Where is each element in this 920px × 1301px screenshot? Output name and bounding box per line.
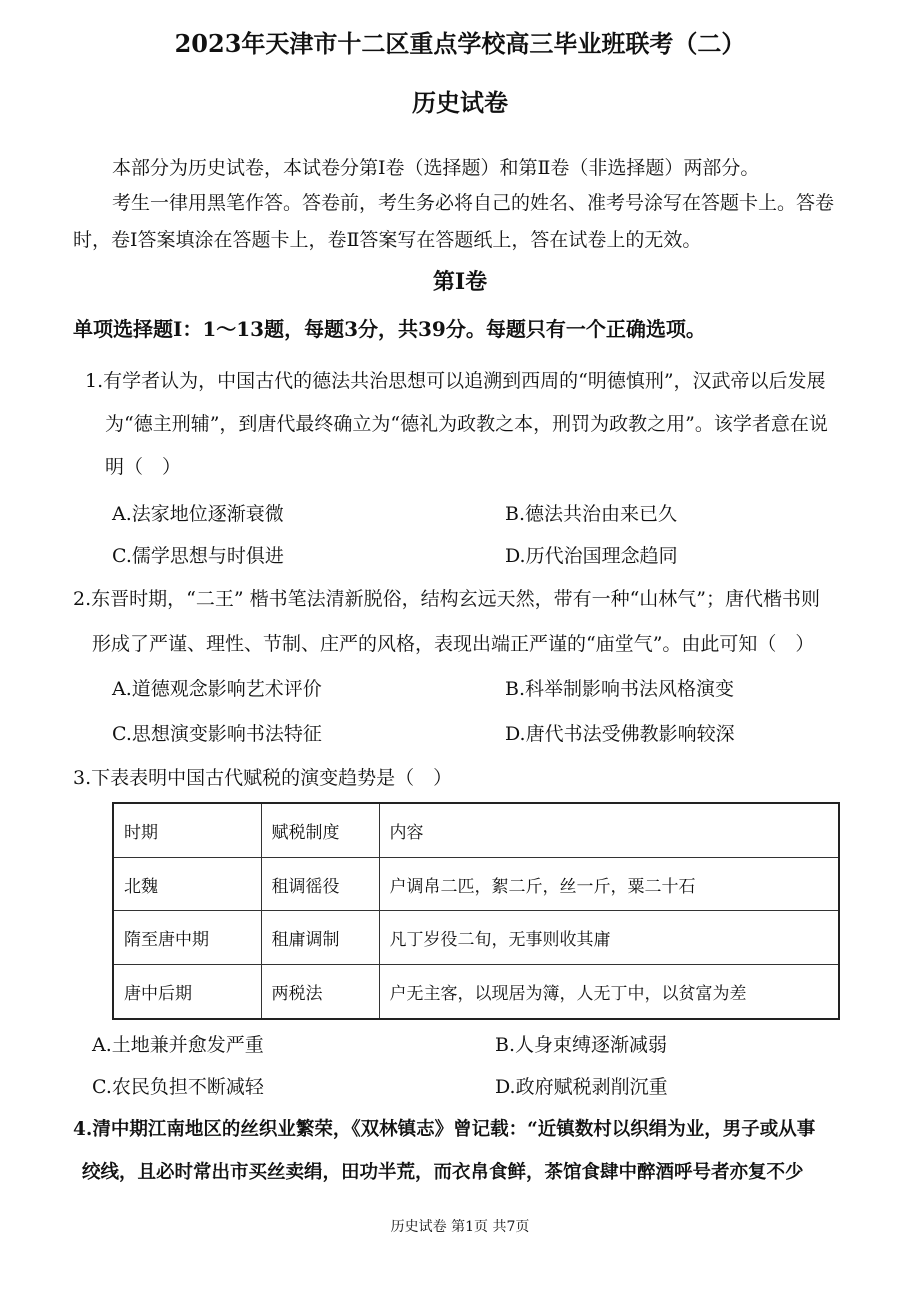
option-c: C.儒学思想与时俱进 [112,545,284,567]
option-c: C.思想演变影响书法特征 [112,723,322,745]
option-b: B.人身束缚逐渐减弱 [495,1034,668,1056]
option-a: A.土地兼并愈发严重 [92,1034,264,1056]
table-cell: 唐中后期 [113,964,261,1019]
option-a: A.道德观念影响艺术评价 [112,678,322,700]
table-cell: 两税法 [261,964,379,1019]
subject-title: 历史试卷 [412,88,508,117]
option-b: B.科举制影响书法风格演变 [505,678,735,700]
option-d: D.政府赋税剥削沉重 [495,1076,668,1098]
table-header: 赋税制度 [261,803,379,858]
option-d: D.唐代书法受佛教影响较深 [505,723,735,745]
table-cell: 户调帛二匹，絮二斤，丝一斤，粟二十石 [379,858,839,911]
table-cell: 北魏 [113,858,261,911]
table-row [113,858,839,911]
page-footer: 历史试卷 第1页 共7页 [390,1219,530,1235]
question-1-text: 明（ ） [105,456,182,478]
question-3-text: 3.下表表明中国古代赋税的演变趋势是（ ） [73,767,453,789]
table-cell: 租调徭役 [261,858,379,911]
intro-line: 考生一律用黑笔作答。答卷前，考生务必将自己的姓名、准考号涂写在答题卡上。答卷 [112,192,835,214]
intro-line: 时，卷Ⅰ答案填涂在答题卡上，卷Ⅱ答案写在答题纸上，答在试卷上的无效。 [73,229,702,251]
table-header: 时期 [113,803,261,858]
section-heading: 单项选择题Ⅰ：1～13题，每题3分，共39分。每题只有一个正确选项。 [73,317,706,341]
part-heading: 第Ⅰ卷 [432,269,488,295]
intro-line: 本部分为历史试卷，本试卷分第Ⅰ卷（选择题）和第Ⅱ卷（非选择题）两部分。 [112,157,760,179]
exam-title: 2023年天津市十二区重点学校高三毕业班联考（二） [174,29,746,58]
tax-table [112,802,840,1020]
question-1-text: 为“德主刑辅”，到唐代最终确立为“德礼为政教之本，刑罚为政教之用”。该学者意在说 [105,413,828,435]
question-4-text: 绞线，且必时常出市买丝卖绢，田功半荒，而衣帛食鲜，茶馆食肆中醉酒呼号者亦复不少 [82,1162,804,1183]
option-a: A.法家地位逐渐衰微 [112,503,284,525]
table-row [113,964,839,1019]
question-4-text: 4.清中期江南地区的丝织业繁荣，《双林镇志》曾记载：“近镇数村以织绢为业，男子或从事 [73,1119,816,1140]
table-header-row [113,803,839,858]
table-cell: 户无主客，以现居为簿，人无丁中，以贫富为差 [379,964,839,1019]
table-row [113,911,839,964]
table-header: 内容 [379,803,839,858]
option-c: C.农民负担不断减轻 [92,1076,264,1098]
option-d: D.历代治国理念趋同 [505,545,678,567]
question-1-text: 1.有学者认为，中国古代的德法共治思想可以追溯到西周的“明德慎刑”，汉武帝以后发展 [85,370,826,392]
question-2-text: 形成了严谨、理性、节制、庄严的风格，表现出端正严谨的“庙堂气”。由此可知（ ） [92,633,815,655]
table-cell: 凡丁岁役二旬，无事则收其庸 [379,911,839,964]
table-cell: 租庸调制 [261,911,379,964]
table-cell: 隋至唐中期 [113,911,261,964]
option-b: B.德法共治由来已久 [505,503,678,525]
question-2-text: 2.东晋时期，“二王” 楷书笔法清新脱俗，结构玄远天然，带有一种“山林气”；唐代楷书则 [73,588,821,610]
